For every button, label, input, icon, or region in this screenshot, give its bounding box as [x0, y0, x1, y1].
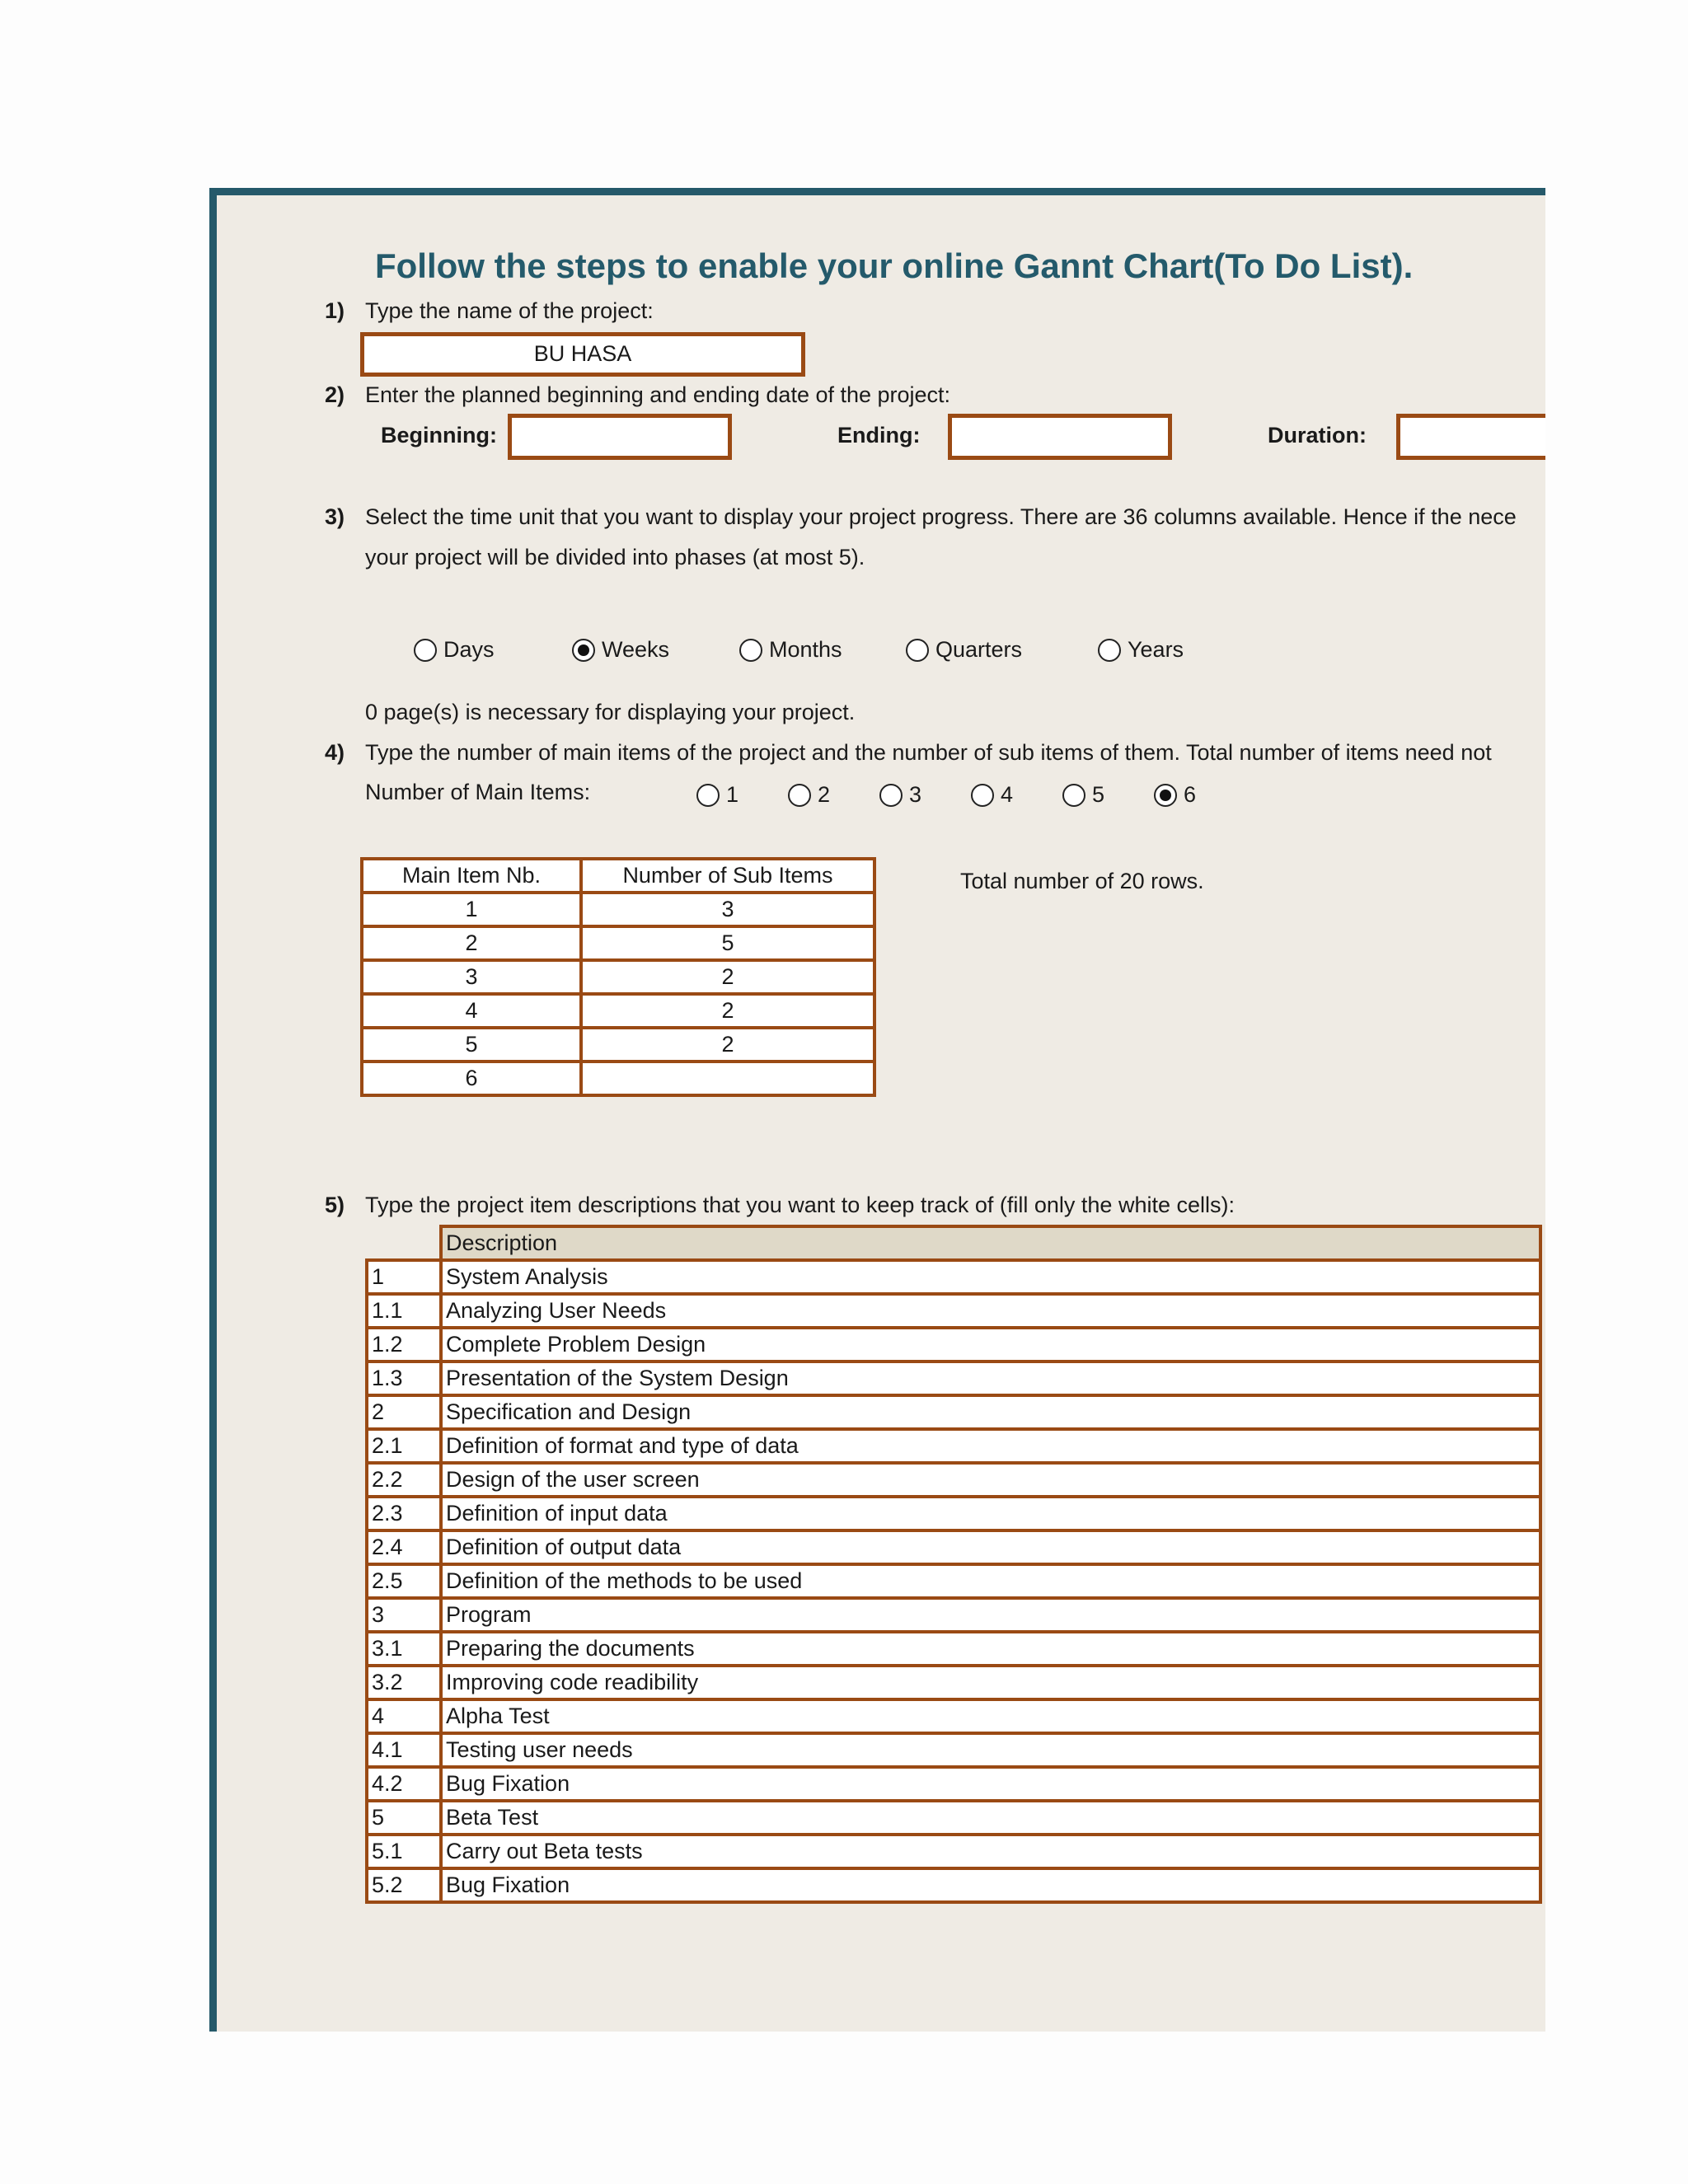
main-items-option-label: 2	[818, 782, 831, 807]
table-row	[367, 1294, 1540, 1328]
item-id: 3.2	[367, 1666, 441, 1699]
time-unit-years-label: Years	[1128, 637, 1184, 662]
table-row	[362, 994, 874, 1028]
table-row	[367, 1699, 1540, 1733]
table-row	[367, 1733, 1540, 1767]
total-rows-text: Total number of 20 rows.	[960, 869, 1204, 893]
item-id: 4	[367, 1699, 441, 1733]
table-row	[367, 1463, 1540, 1497]
item-description-input[interactable]: Definition of format and type of data	[441, 1429, 1540, 1463]
radio-icon[interactable]	[696, 784, 720, 807]
duration-input[interactable]	[1396, 414, 1545, 460]
page-title: Follow the steps to enable your online Gannt Chart(To Do List).	[375, 246, 1414, 285]
main-item-number: 2	[362, 926, 581, 960]
table-row	[367, 1835, 1540, 1868]
column-header-main-item: Main Item Nb.	[362, 859, 581, 893]
item-description-input[interactable]: Analyzing User Needs	[441, 1294, 1540, 1328]
item-id: 1	[367, 1260, 441, 1294]
table-row	[362, 1062, 874, 1095]
radio-icon[interactable]	[788, 784, 811, 807]
main-items-option-4[interactable]	[971, 782, 1013, 808]
item-description-input[interactable]: Program	[441, 1598, 1540, 1632]
table-row	[367, 1666, 1540, 1699]
time-unit-weeks-label: Weeks	[602, 637, 670, 662]
item-id: 2	[367, 1395, 441, 1429]
item-description-input[interactable]: Bug Fixation	[441, 1868, 1540, 1902]
table-row	[367, 1328, 1540, 1361]
item-id: 4.2	[367, 1767, 441, 1801]
main-items-table	[360, 857, 876, 1097]
main-item-number: 1	[362, 893, 581, 926]
project-name-input[interactable]: BU HASA	[360, 332, 805, 377]
table-header-row	[367, 1226, 1540, 1260]
time-unit-days[interactable]	[414, 637, 495, 663]
sub-items-input[interactable]	[581, 1062, 874, 1095]
beginning-label: Beginning:	[381, 423, 497, 448]
ending-label: Ending:	[837, 423, 921, 448]
sub-items-input[interactable]: 2	[581, 1028, 874, 1062]
step-5-number: 5)	[324, 1193, 345, 1217]
step-4-instruction: Type the number of main items of the project and the number of sub items of them. Total number of items need not	[365, 740, 1492, 765]
main-items-option-label: 6	[1184, 782, 1197, 807]
step-3-number: 3)	[324, 504, 345, 529]
table-row	[367, 1395, 1540, 1429]
item-id: 1.1	[367, 1294, 441, 1328]
table-row	[367, 1260, 1540, 1294]
item-id: 2.5	[367, 1564, 441, 1598]
main-items-option-5[interactable]	[1062, 782, 1104, 808]
item-id: 4.1	[367, 1733, 441, 1767]
radio-icon[interactable]	[879, 784, 903, 807]
item-description-input[interactable]: Testing user needs	[441, 1733, 1540, 1767]
item-id: 2.3	[367, 1497, 441, 1530]
item-description-input[interactable]: System Analysis	[441, 1260, 1540, 1294]
sub-items-input[interactable]: 3	[581, 893, 874, 926]
main-items-option-label: 5	[1092, 782, 1105, 807]
step-5-instruction: Type the project item descriptions that you want to keep track of (fill only the white cells):	[365, 1193, 1235, 1217]
table-row	[367, 1361, 1540, 1395]
radio-icon[interactable]	[1098, 639, 1121, 662]
table-row	[367, 1564, 1540, 1598]
item-description-input[interactable]: Complete Problem Design	[441, 1328, 1540, 1361]
table-row	[367, 1868, 1540, 1902]
item-id: 5.1	[367, 1835, 441, 1868]
step-2-instruction: Enter the planned beginning and ending date of the project:	[365, 382, 951, 407]
time-unit-quarters-label: Quarters	[935, 637, 1023, 662]
header-spacer	[367, 1226, 441, 1260]
radio-selected-icon[interactable]	[572, 639, 595, 662]
item-id: 2.2	[367, 1463, 441, 1497]
main-items-label: Number of Main Items:	[365, 780, 591, 804]
item-id: 5	[367, 1801, 441, 1835]
step-4-number: 4)	[324, 740, 345, 765]
table-row	[362, 926, 874, 960]
step-2-number: 2)	[324, 382, 345, 407]
radio-selected-icon[interactable]	[1154, 784, 1177, 807]
ending-date-input[interactable]	[948, 414, 1172, 460]
item-description-input[interactable]: Specification and Design	[441, 1395, 1540, 1429]
item-description-input[interactable]: Alpha Test	[441, 1699, 1540, 1733]
time-unit-years[interactable]	[1098, 637, 1184, 663]
duration-label: Duration:	[1268, 423, 1367, 448]
item-description-input[interactable]: Improving code readibility	[441, 1666, 1540, 1699]
step-1-instruction: Type the name of the project:	[365, 298, 654, 323]
step-3-instruction-line1: Select the time unit that you want to display your project progress. There are 36 columns available. Hence if the nece	[365, 504, 1517, 529]
sub-items-input[interactable]: 5	[581, 926, 874, 960]
item-description-input[interactable]: Carry out Beta tests	[441, 1835, 1540, 1868]
item-description-input[interactable]: Preparing the documents	[441, 1632, 1540, 1666]
table-row	[367, 1632, 1540, 1666]
radio-icon[interactable]	[414, 639, 437, 662]
time-unit-quarters[interactable]	[906, 637, 1022, 663]
main-item-number: 5	[362, 1028, 581, 1062]
main-items-option-3[interactable]	[879, 782, 921, 808]
item-description-input[interactable]: Definition of the methods to be used	[441, 1564, 1540, 1598]
table-row	[367, 1767, 1540, 1801]
item-id: 1.2	[367, 1328, 441, 1361]
time-unit-days-label: Days	[443, 637, 495, 662]
item-description-input[interactable]: Bug Fixation	[441, 1767, 1540, 1801]
instruction-sheet	[209, 188, 1545, 2032]
main-items-option-label: 3	[909, 782, 922, 807]
table-row	[367, 1429, 1540, 1463]
column-header-description: Description	[441, 1226, 1540, 1260]
step-1-number: 1)	[324, 298, 345, 323]
item-description-input[interactable]: Beta Test	[441, 1801, 1540, 1835]
description-table	[365, 1225, 1542, 1904]
item-description-input[interactable]: Definition of output data	[441, 1530, 1540, 1564]
table-row	[362, 960, 874, 994]
main-items-option-label: 4	[1001, 782, 1014, 807]
main-item-number: 3	[362, 960, 581, 994]
table-row	[367, 1801, 1540, 1835]
sub-items-input[interactable]: 2	[581, 994, 874, 1028]
table-row	[362, 893, 874, 926]
beginning-date-input[interactable]	[508, 414, 732, 460]
item-id: 3.1	[367, 1632, 441, 1666]
main-items-option-1[interactable]	[696, 782, 738, 808]
item-id: 2.1	[367, 1429, 441, 1463]
main-item-number: 6	[362, 1062, 581, 1095]
main-item-number: 4	[362, 994, 581, 1028]
item-id: 2.4	[367, 1530, 441, 1564]
main-items-option-6[interactable]	[1154, 782, 1196, 808]
item-id: 1.3	[367, 1361, 441, 1395]
item-description-input[interactable]: Design of the user screen	[441, 1463, 1540, 1497]
step-3-instruction-line2: your project will be divided into phases (at most 5).	[365, 545, 865, 569]
item-id: 3	[367, 1598, 441, 1632]
table-row	[367, 1598, 1540, 1632]
radio-icon[interactable]	[1062, 784, 1085, 807]
column-header-sub-items: Number of Sub Items	[581, 859, 874, 893]
time-unit-months[interactable]	[739, 637, 842, 663]
table-row	[362, 1028, 874, 1062]
time-unit-weeks[interactable]	[572, 637, 669, 663]
table-row	[367, 1530, 1540, 1564]
table-header-row	[362, 859, 874, 893]
main-items-option-2[interactable]	[788, 782, 830, 808]
radio-icon[interactable]	[739, 639, 762, 662]
item-description-input[interactable]: Presentation of the System Design	[441, 1361, 1540, 1395]
pages-needed-text: 0 page(s) is necessary for displaying your project.	[365, 700, 856, 724]
table-row	[367, 1497, 1540, 1530]
time-unit-months-label: Months	[769, 637, 842, 662]
sub-items-input[interactable]: 2	[581, 960, 874, 994]
item-id: 5.2	[367, 1868, 441, 1902]
main-items-option-label: 1	[726, 782, 739, 807]
item-description-input[interactable]: Definition of input data	[441, 1497, 1540, 1530]
radio-icon[interactable]	[971, 784, 994, 807]
radio-icon[interactable]	[906, 639, 929, 662]
